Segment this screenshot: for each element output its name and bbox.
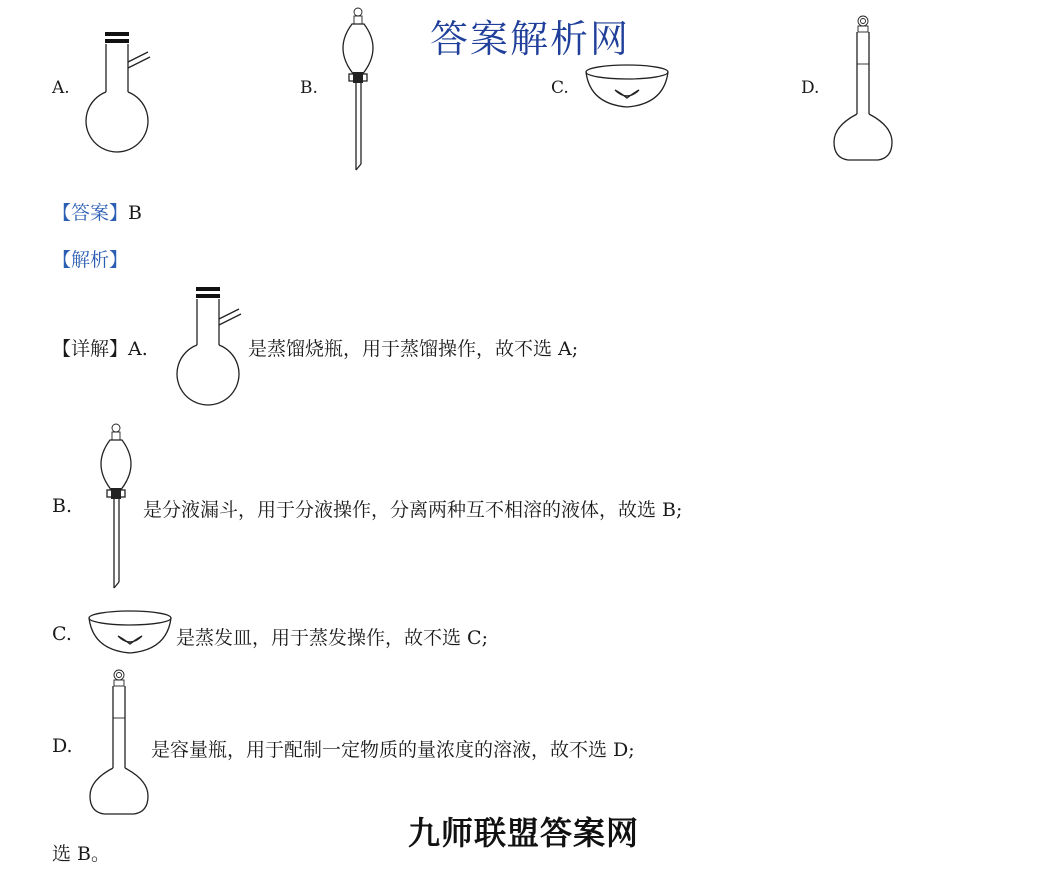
detail-a-letter: A.: [128, 338, 148, 360]
option-a-label: A.: [52, 78, 70, 98]
volumetric-flask-icon: [84, 668, 154, 818]
answer-tag: 【答案】: [52, 202, 129, 224]
analysis-tag: 【解析】: [52, 249, 129, 271]
separatory-funnel-icon: [338, 4, 378, 176]
option-c-label: C.: [551, 78, 569, 98]
conclusion: 选 B。: [52, 843, 111, 865]
detail-b-text: 是分液漏斗，用于分液操作，分离两种互不相溶的液体，故选 B;: [143, 499, 683, 521]
watermark-top: 答案解析网: [430, 17, 631, 61]
detail-b-label: B.: [52, 495, 73, 517]
distillation-flask-icon: [84, 30, 154, 150]
detail-a-label: [52, 334, 148, 361]
detail-d-label: D.: [52, 735, 73, 757]
option-d-label: D.: [801, 78, 820, 98]
detail-c-label: C.: [52, 623, 72, 645]
evaporating-dish-icon: [87, 608, 175, 660]
answer-line: [52, 198, 142, 225]
watermark-bottom: 九师联盟答案网: [408, 814, 640, 852]
distillation-flask-icon: [175, 285, 245, 407]
separatory-funnel-icon: [96, 420, 136, 592]
detail-tag: 【详解】: [52, 338, 129, 360]
answer-value: B: [128, 202, 142, 224]
detail-d-text: 是容量瓶，用于配制一定物质的量浓度的溶液，故不选 D;: [151, 739, 635, 761]
evaporating-dish-icon: [584, 62, 672, 114]
volumetric-flask-icon: [828, 14, 898, 164]
option-b-label: B.: [300, 78, 318, 98]
detail-a-text: 是蒸馏烧瓶，用于蒸馏操作，故不选 A;: [248, 338, 579, 360]
detail-c-text: 是蒸发皿，用于蒸发操作，故不选 C;: [176, 627, 488, 649]
